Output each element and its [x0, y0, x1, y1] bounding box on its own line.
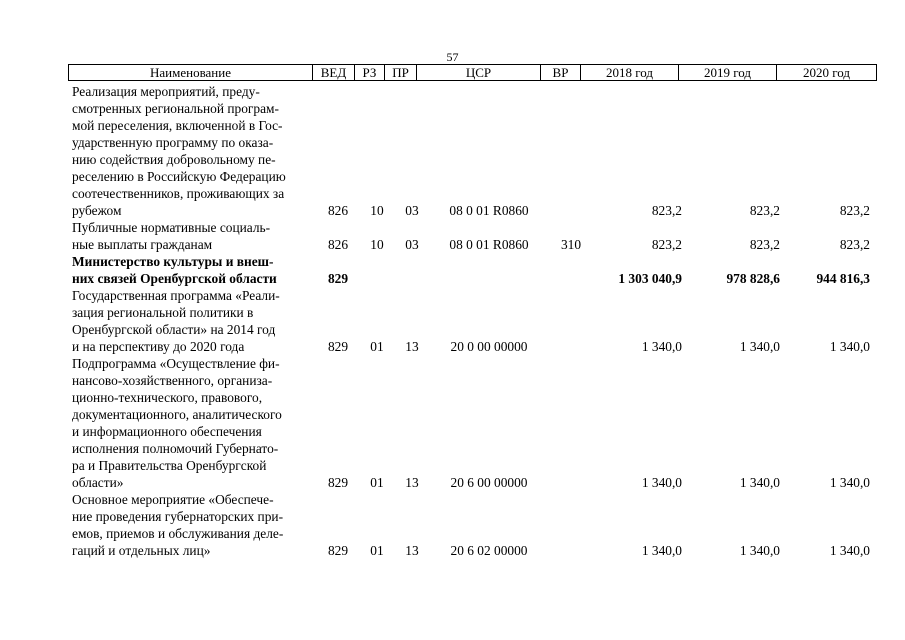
row-name — [72, 253, 310, 287]
table-header — [68, 64, 877, 81]
table-row — [0, 83, 905, 219]
header-pr: ПР — [385, 65, 417, 80]
cell-y2019: 1 340,0 — [739, 475, 780, 490]
row-name-line: гаций и отдельных лиц» — [72, 543, 211, 558]
cell-rz: 01 — [370, 339, 384, 354]
row-name-line: Публичные нормативные социаль- — [72, 220, 271, 235]
row-name-line: реселению в Российскую Федерацию — [72, 169, 286, 184]
header-csr: ЦСР — [417, 65, 541, 80]
cell-y2020: 823,2 — [839, 237, 870, 252]
header-2020: 2020 год — [803, 65, 850, 80]
cell-y2020: 1 340,0 — [829, 475, 870, 490]
cell-rz: 01 — [370, 475, 384, 490]
cell-y2020: 823,2 — [839, 203, 870, 218]
cell-ved: 826 — [327, 237, 349, 252]
row-name-line: области» — [72, 475, 124, 490]
cell-y2020: 1 340,0 — [829, 543, 870, 558]
row-name-line: Оренбургской области» на 2014 год — [72, 322, 276, 337]
row-name-line: нансово-хозяйственного, организа- — [72, 373, 273, 388]
cell-rz: 01 — [370, 543, 384, 558]
header-2018: 2018 год — [581, 65, 679, 80]
cell-ved: 829 — [327, 475, 349, 490]
row-name-line: мой переселения, включенной в Гос- — [72, 118, 283, 133]
row-name — [72, 219, 310, 253]
row-name — [72, 491, 310, 559]
row-name-line: документационного, аналитического — [72, 407, 282, 422]
row-name-line: и информационного обеспечения — [72, 424, 262, 439]
cell-vr: 310 — [560, 237, 582, 252]
header-ved: ВЕД — [313, 65, 355, 80]
cell-ved: 829 — [327, 339, 349, 354]
cell-pr: 03 — [405, 237, 419, 252]
row-name-line: емов, приемов и обслуживания деле- — [72, 526, 284, 541]
row-name-line: ударственную программу по оказа- — [72, 135, 274, 150]
row-name-line: исполнения полномочий Губернато- — [72, 441, 279, 456]
cell-y2019: 978 828,6 — [726, 271, 780, 286]
row-name — [72, 287, 310, 355]
cell-y2018: 1 340,0 — [641, 543, 682, 558]
row-name-line: рубежом — [72, 203, 122, 218]
cell-y2018: 823,2 — [651, 237, 682, 252]
row-name-line: и на перспективу до 2020 года — [72, 339, 245, 354]
cell-pr: 13 — [405, 543, 419, 558]
header-name: Наименование — [69, 65, 313, 80]
row-name-line: ные выплаты гражданам — [72, 237, 213, 252]
row-name-line: Государственная программа «Реали- — [72, 288, 280, 303]
cell-csr: 20 6 00 00000 — [450, 475, 528, 490]
cell-pr: 03 — [405, 203, 419, 218]
cell-ved: 826 — [327, 203, 349, 218]
cell-rz: 10 — [370, 237, 384, 252]
cell-csr: 20 0 00 00000 — [450, 339, 528, 354]
cell-ved: 829 — [327, 271, 349, 286]
cell-y2019: 823,2 — [749, 237, 780, 252]
cell-y2019: 1 340,0 — [739, 543, 780, 558]
table-row — [0, 287, 905, 355]
row-name-line: ние проведения губернаторских при- — [72, 509, 284, 524]
header-vr: ВР — [541, 65, 581, 80]
header-rz: РЗ — [355, 65, 385, 80]
cell-rz: 10 — [370, 203, 384, 218]
cell-y2019: 1 340,0 — [739, 339, 780, 354]
row-name-line: зация региональной политики в — [72, 305, 254, 320]
cell-csr: 08 0 01 R0860 — [449, 237, 529, 252]
table-row — [0, 219, 905, 253]
cell-ved: 829 — [327, 543, 349, 558]
page-number: 57 — [446, 50, 459, 64]
row-name-line: ра и Правительства Оренбургской — [72, 458, 267, 473]
cell-y2020: 944 816,3 — [816, 271, 870, 286]
cell-y2018: 823,2 — [651, 203, 682, 218]
header-2019: 2019 год — [679, 65, 777, 80]
cell-y2018: 1 340,0 — [641, 339, 682, 354]
cell-y2020: 1 340,0 — [829, 339, 870, 354]
cell-csr: 08 0 01 R0860 — [449, 203, 529, 218]
row-name-line: Подпрограмма «Осуществление фи- — [72, 356, 280, 371]
row-name-line: смотренных региональной програм- — [72, 101, 279, 116]
cell-y2018: 1 303 040,9 — [618, 271, 682, 286]
row-name-line: них связей Оренбургской области — [72, 271, 277, 286]
row-name — [72, 355, 310, 491]
table-row — [0, 253, 905, 287]
row-name — [72, 83, 310, 219]
row-name-line: ционно-технического, правового, — [72, 390, 263, 405]
row-name-line: Министерство культуры и внеш- — [72, 254, 274, 269]
cell-pr: 13 — [405, 475, 419, 490]
cell-y2019: 823,2 — [749, 203, 780, 218]
row-name-line: Основное мероприятие «Обеспече- — [72, 492, 274, 507]
cell-y2018: 1 340,0 — [641, 475, 682, 490]
row-name-line: соотечественников, проживающих за — [72, 186, 285, 201]
row-name-line: Реализация мероприятий, преду- — [72, 84, 260, 99]
table-row — [0, 491, 905, 559]
table-row — [0, 355, 905, 491]
row-name-line: нию содействия добровольному пе- — [72, 152, 276, 167]
cell-pr: 13 — [405, 339, 419, 354]
cell-csr: 20 6 02 00000 — [450, 543, 528, 558]
